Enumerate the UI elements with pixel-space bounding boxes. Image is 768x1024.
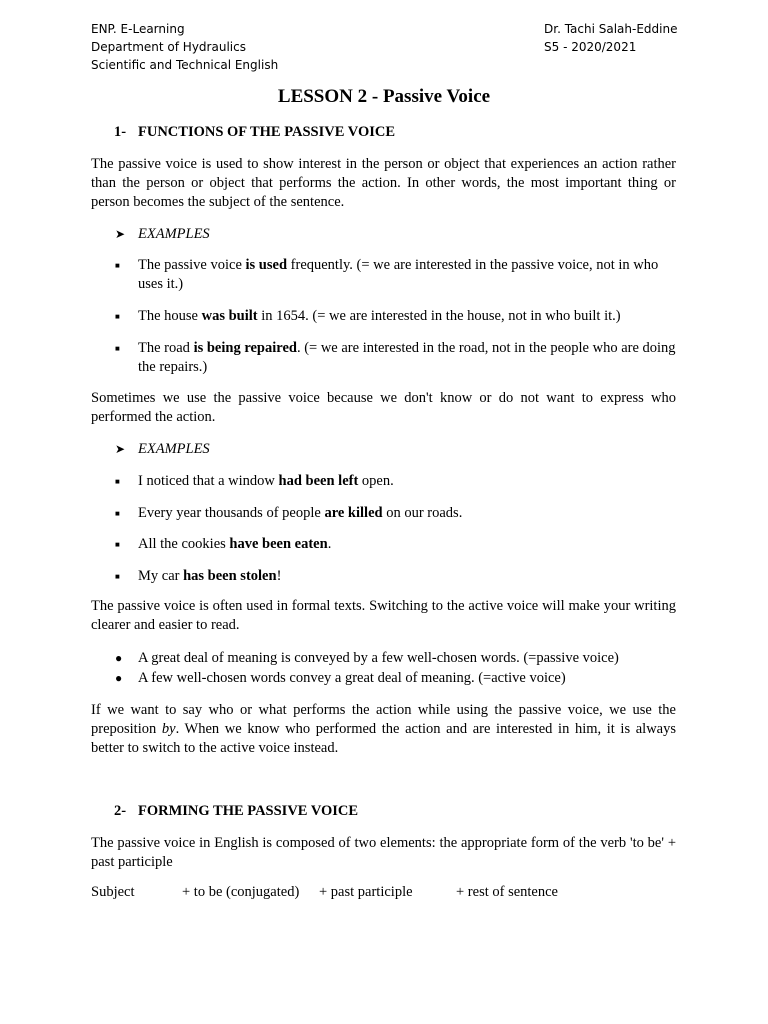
- example-text: !: [276, 568, 282, 584]
- example-text: in 1654. (= we are interested in the house, not in who built it.): [257, 308, 621, 324]
- header-department: Department of Hydraulics: [91, 40, 246, 54]
- square-bullet-icon: ■: [115, 540, 120, 549]
- example-text: My car: [138, 568, 184, 584]
- round-bullet-icon: ●: [115, 671, 123, 685]
- square-bullet-icon: ■: [115, 344, 120, 353]
- example-verb: has been stolen: [183, 568, 277, 584]
- section-1-paragraph-3: The passive voice is often used in formal texts. Switching to the active voice will make your writing clearer and easier to read.: [91, 598, 676, 633]
- examples-label-2: [115, 441, 210, 458]
- arrow-bullet-icon: ➤: [115, 227, 126, 241]
- example-text: The house: [138, 308, 202, 324]
- formula-subject: Subject: [91, 884, 135, 900]
- round-bullet-icon: ●: [115, 651, 123, 665]
- examples-label-text: EXAMPLES: [138, 226, 210, 242]
- example-text: .: [327, 536, 332, 552]
- example-text: The passive voice: [138, 257, 246, 273]
- example-text: frequently. (= we are interested in the passive voice, not in who uses it.): [138, 257, 659, 292]
- example-verb: have been eaten: [229, 536, 328, 552]
- square-bullet-icon: ■: [115, 477, 120, 486]
- header-semester: S5 - 2020/2021: [544, 40, 637, 54]
- section-2-title: FORMING THE PASSIVE VOICE: [138, 803, 359, 819]
- example-text: Every year thousands of people: [138, 505, 325, 521]
- example-text: I noticed that a window: [138, 473, 279, 489]
- example-text: . (= we are interested in the road, not in the people who are doing the repairs.): [138, 340, 676, 375]
- square-bullet-icon: ■: [115, 572, 120, 581]
- example-verb: is used: [245, 257, 288, 273]
- paragraph-text: . When we know who performed the action and are interested in him, it is always better to switch to the active voice instead.: [91, 721, 676, 756]
- section-1-title: FUNCTIONS OF THE PASSIVE VOICE: [138, 124, 396, 140]
- arrow-bullet-icon: ➤: [115, 442, 126, 456]
- example-verb: are killed: [324, 505, 383, 521]
- example-text: open.: [358, 473, 394, 489]
- header-institution: ENP. E-Learning: [91, 22, 185, 36]
- preposition-by: by: [161, 721, 176, 737]
- example-verb: had been left: [278, 473, 359, 489]
- example-text: on our roads.: [382, 505, 463, 521]
- square-bullet-icon: ■: [115, 261, 120, 270]
- section-2-number: 2-: [114, 803, 127, 819]
- example-text: The road: [138, 340, 194, 356]
- example-text: All the cookies: [138, 536, 230, 552]
- section-2-intro: The passive voice in English is composed of two elements: the appropriate form of the verb 'to be' + past participle: [91, 835, 676, 870]
- formula-rest: + rest of sentence: [456, 884, 558, 900]
- formula-past-participle: + past participle: [319, 884, 413, 900]
- page-title: LESSON 2 - Passive Voice: [277, 86, 491, 107]
- section-1-paragraph-2: Sometimes we use the passive voice because we don't know or do not want to express who performed the action.: [91, 390, 676, 425]
- header-left: [91, 20, 278, 74]
- paragraph-text: If we want to say who or what performs the action while using the passive voice, we use the preposition: [91, 702, 676, 737]
- header-right: [544, 20, 677, 56]
- example-verb: was built: [201, 308, 258, 324]
- section-2-heading: [114, 803, 358, 820]
- header-author: Dr. Tachi Salah-Eddine: [544, 22, 678, 36]
- examples-label-1: [115, 226, 210, 243]
- dot-list-text: A great deal of meaning is conveyed by a few well-chosen words. (=passive voice): [138, 650, 619, 666]
- dot-list-text: A few well-chosen words convey a great deal of meaning. (=active voice): [138, 670, 566, 686]
- examples-label-text: EXAMPLES: [138, 441, 210, 457]
- section-1-intro: The passive voice is used to show interest in the person or object that experiences an action rather than the person or object that performs the action. In other words, the most important thing or person becomes the subject of the sentence.: [91, 156, 676, 210]
- section-1-heading: [114, 124, 395, 141]
- example-verb: is being repaired: [193, 340, 297, 356]
- square-bullet-icon: ■: [115, 509, 120, 518]
- square-bullet-icon: ■: [115, 312, 120, 321]
- header-course: Scientific and Technical English: [91, 58, 279, 72]
- formula-to-be: + to be (conjugated): [182, 884, 300, 900]
- section-1-paragraph-4: [91, 701, 676, 758]
- section-1-number: 1-: [114, 124, 127, 140]
